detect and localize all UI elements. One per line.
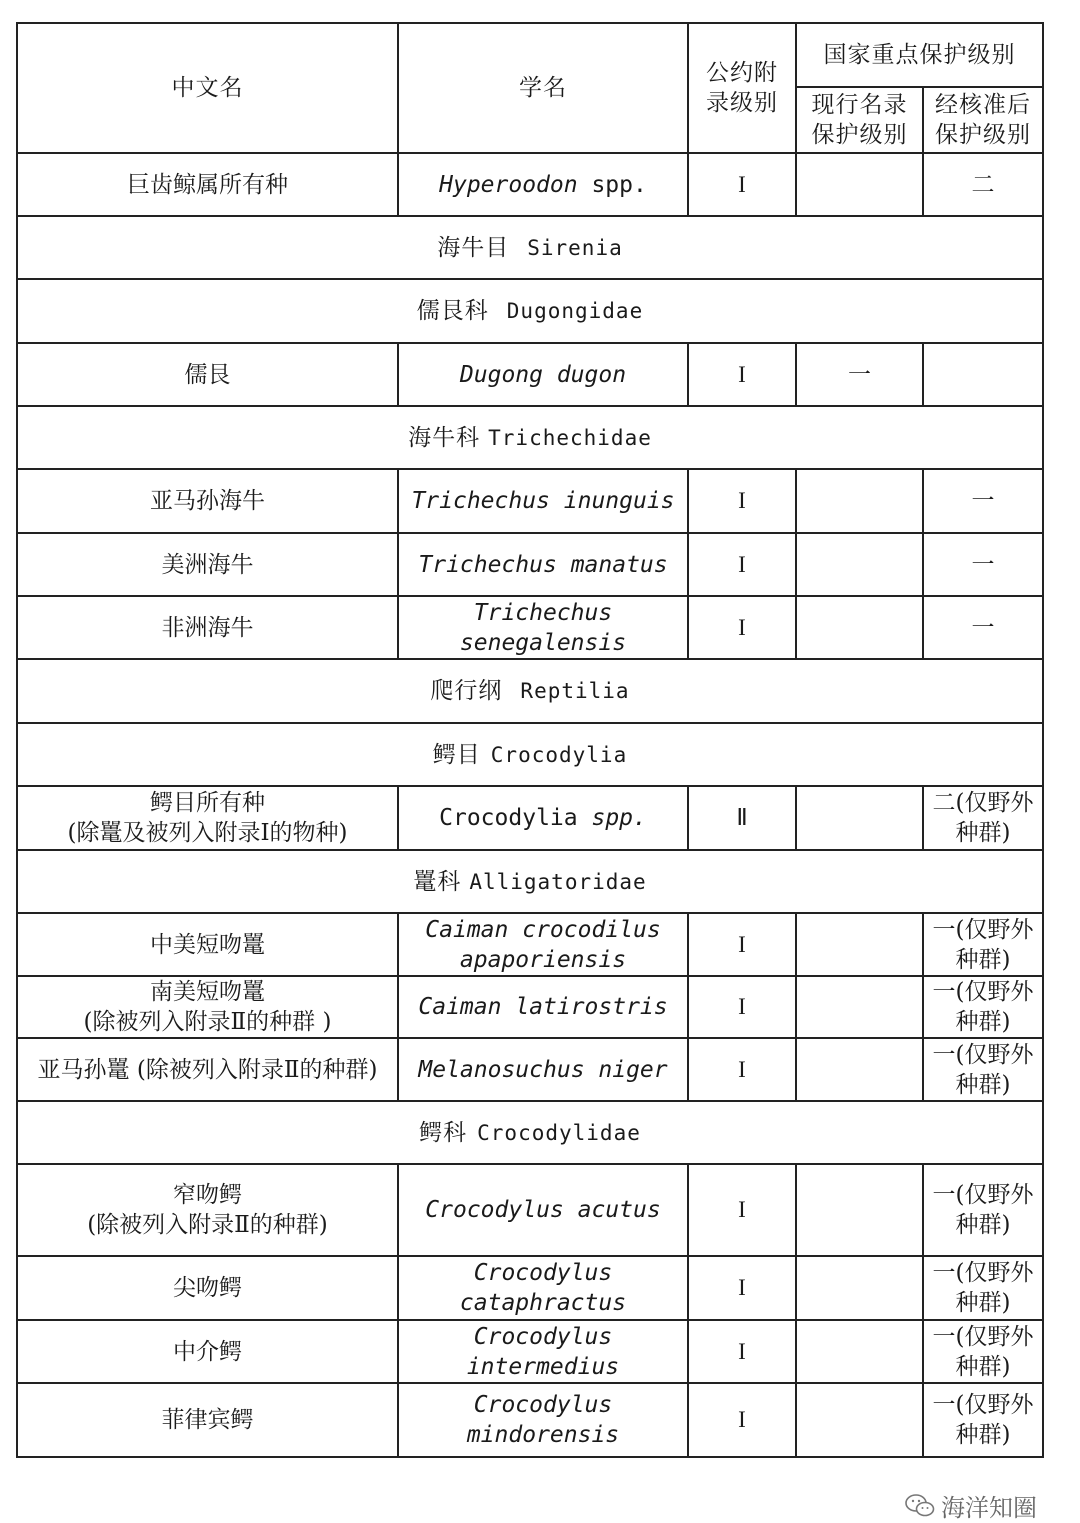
- appendix-level: I: [688, 596, 796, 659]
- chinese-name: 非洲海牛: [17, 596, 398, 659]
- approved-level: 一(仅野外种群): [923, 1256, 1043, 1320]
- scientific-name: Trichechus inunguis: [398, 469, 688, 533]
- approved-level: 一(仅野外种群): [923, 1164, 1043, 1256]
- scientific-name: Trichechus senegalensis: [398, 596, 688, 659]
- chinese-name: 中美短吻鼍: [17, 913, 398, 976]
- chinese-name-note: (除被列入附录Ⅱ的种群 ): [83, 1009, 332, 1035]
- table-row: [17, 1320, 1043, 1383]
- approved-level: 一(仅野外种群): [923, 976, 1043, 1038]
- table-row: [17, 343, 1043, 406]
- approved-level: 一(仅野外种群): [923, 1320, 1043, 1383]
- section-latin: Trichechidae: [488, 425, 652, 450]
- header-chinese-name: 中文名: [17, 23, 398, 153]
- current-level: [796, 596, 923, 659]
- chinese-name: 亚马孙海牛: [17, 469, 398, 533]
- chinese-name: [17, 976, 398, 1038]
- species-suffix: spp.: [577, 171, 647, 198]
- chinese-name-main: 窄吻鳄: [173, 1182, 242, 1208]
- section-cn: 海牛目: [437, 234, 510, 261]
- section-row: [17, 216, 1043, 279]
- chinese-name-main: 鳄目所有种: [150, 790, 265, 816]
- appendix-level: Ⅱ: [688, 786, 796, 850]
- section-cn: 爬行纲: [430, 678, 503, 704]
- table-row: [17, 1383, 1043, 1457]
- table-row: [17, 1038, 1043, 1101]
- current-level: [796, 153, 923, 216]
- chinese-name: 亚马孙鼍 (除被列入附录Ⅱ的种群): [17, 1038, 398, 1101]
- section-latin: Sirenia: [527, 235, 623, 260]
- appendix-level: I: [688, 1256, 796, 1320]
- current-level: [796, 786, 923, 850]
- scientific-name: Crocodylus intermedius: [398, 1320, 688, 1383]
- section-cn: 鳄科: [419, 1119, 468, 1146]
- section-row: [17, 279, 1043, 343]
- appendix-level: I: [688, 976, 796, 1038]
- approved-level: 二(仅野外种群): [923, 786, 1043, 850]
- wechat-icon: [905, 1493, 935, 1519]
- table-row: [17, 976, 1043, 1038]
- scientific-name: Caiman crocodilus apaporiensis: [398, 913, 688, 976]
- section-title: [17, 1101, 1043, 1164]
- approved-level: 二: [923, 153, 1043, 216]
- table-row: [17, 786, 1043, 850]
- chinese-name: 菲律宾鳄: [17, 1383, 398, 1457]
- current-level: [796, 1383, 923, 1457]
- current-level: [796, 913, 923, 976]
- current-level: [796, 1256, 923, 1320]
- scientific-name: Crocodylus cataphractus: [398, 1256, 688, 1320]
- chinese-name-note: (除鼍及被列入附录Ⅰ的物种): [67, 820, 348, 846]
- appendix-level: I: [688, 1038, 796, 1101]
- appendix-level: I: [688, 913, 796, 976]
- section-title: [17, 659, 1043, 723]
- current-level: [796, 469, 923, 533]
- header-scientific-name: 学名: [398, 23, 688, 153]
- approved-level: 一(仅野外种群): [923, 913, 1043, 976]
- section-latin: Crocodylia: [490, 742, 628, 767]
- current-level: [796, 976, 923, 1038]
- approved-level: 一: [923, 596, 1043, 659]
- section-title: [17, 850, 1043, 913]
- chinese-name: 儒艮: [17, 343, 398, 406]
- table-row: [17, 913, 1043, 976]
- appendix-level: I: [688, 469, 796, 533]
- section-row: [17, 659, 1043, 723]
- species-suffix: spp.: [591, 805, 647, 831]
- section-title: [17, 216, 1043, 279]
- section-cn: 鼍科: [413, 868, 462, 895]
- header-current-level: 现行名录保护级别: [796, 87, 923, 153]
- current-level: [796, 1038, 923, 1101]
- watermark-text: 海洋知圈: [941, 1494, 1037, 1522]
- chinese-name-main: 南美短吻鼍: [150, 979, 265, 1005]
- scientific-name: Dugong dugon: [398, 343, 688, 406]
- chinese-name: 巨齿鲸属所有种: [17, 153, 398, 216]
- table-row: [17, 596, 1043, 659]
- header-row: [17, 23, 1043, 87]
- table-row: [17, 533, 1043, 596]
- section-latin: Alligatoridae: [469, 869, 647, 894]
- current-level: 一: [796, 343, 923, 406]
- scientific-name: Crocodylus acutus: [398, 1164, 688, 1256]
- section-row: [17, 723, 1043, 786]
- approved-level: 一(仅野外种群): [923, 1383, 1043, 1457]
- scientific-name: [398, 786, 688, 850]
- chinese-name: 尖吻鳄: [17, 1256, 398, 1320]
- scientific-name: Trichechus manatus: [398, 533, 688, 596]
- species-table: [16, 22, 1044, 1458]
- approved-level: 一: [923, 469, 1043, 533]
- section-title: [17, 723, 1043, 786]
- appendix-level: I: [688, 533, 796, 596]
- chinese-name-note: (除被列入附录Ⅱ的种群): [87, 1212, 328, 1238]
- header-approved-level: 经核准后保护级别: [923, 87, 1043, 153]
- appendix-level: I: [688, 153, 796, 216]
- approved-level: 一: [923, 533, 1043, 596]
- section-cn: 鳄目: [432, 741, 481, 768]
- scientific-name: Caiman latirostris: [398, 976, 688, 1038]
- section-title: [17, 279, 1043, 343]
- appendix-level: I: [688, 343, 796, 406]
- current-level: [796, 1164, 923, 1256]
- approved-level: 一(仅野外种群): [923, 1038, 1043, 1101]
- section-cn: 海牛科: [408, 424, 481, 451]
- scientific-name: [398, 153, 688, 216]
- table-row: [17, 1256, 1043, 1320]
- approved-level: [923, 343, 1043, 406]
- appendix-level: I: [688, 1320, 796, 1383]
- header-appendix-level: 公约附录级别: [688, 23, 796, 153]
- section-latin: Dugongidae: [506, 299, 644, 323]
- chinese-name: [17, 786, 398, 850]
- scientific-name: Crocodylus mindorensis: [398, 1383, 688, 1457]
- chinese-name: [17, 1164, 398, 1256]
- table-row: [17, 153, 1043, 216]
- appendix-level: I: [688, 1383, 796, 1457]
- section-cn: 儒艮科: [416, 298, 489, 324]
- section-row: [17, 406, 1043, 469]
- section-latin: Crocodylidae: [477, 1120, 641, 1145]
- table-row: [17, 469, 1043, 533]
- section-row: [17, 850, 1043, 913]
- section-title: [17, 406, 1043, 469]
- table-row: [17, 1164, 1043, 1256]
- genus-name: Hyperoodon: [439, 171, 578, 198]
- chinese-name: 中介鳄: [17, 1320, 398, 1383]
- chinese-name: 美洲海牛: [17, 533, 398, 596]
- scientific-name: Melanosuchus niger: [398, 1038, 688, 1101]
- header-national-level: 国家重点保护级别: [796, 23, 1043, 87]
- section-row: [17, 1101, 1043, 1164]
- current-level: [796, 1320, 923, 1383]
- genus-name: Crocodylia: [439, 805, 592, 831]
- section-latin: Reptilia: [520, 679, 630, 703]
- current-level: [796, 533, 923, 596]
- appendix-level: I: [688, 1164, 796, 1256]
